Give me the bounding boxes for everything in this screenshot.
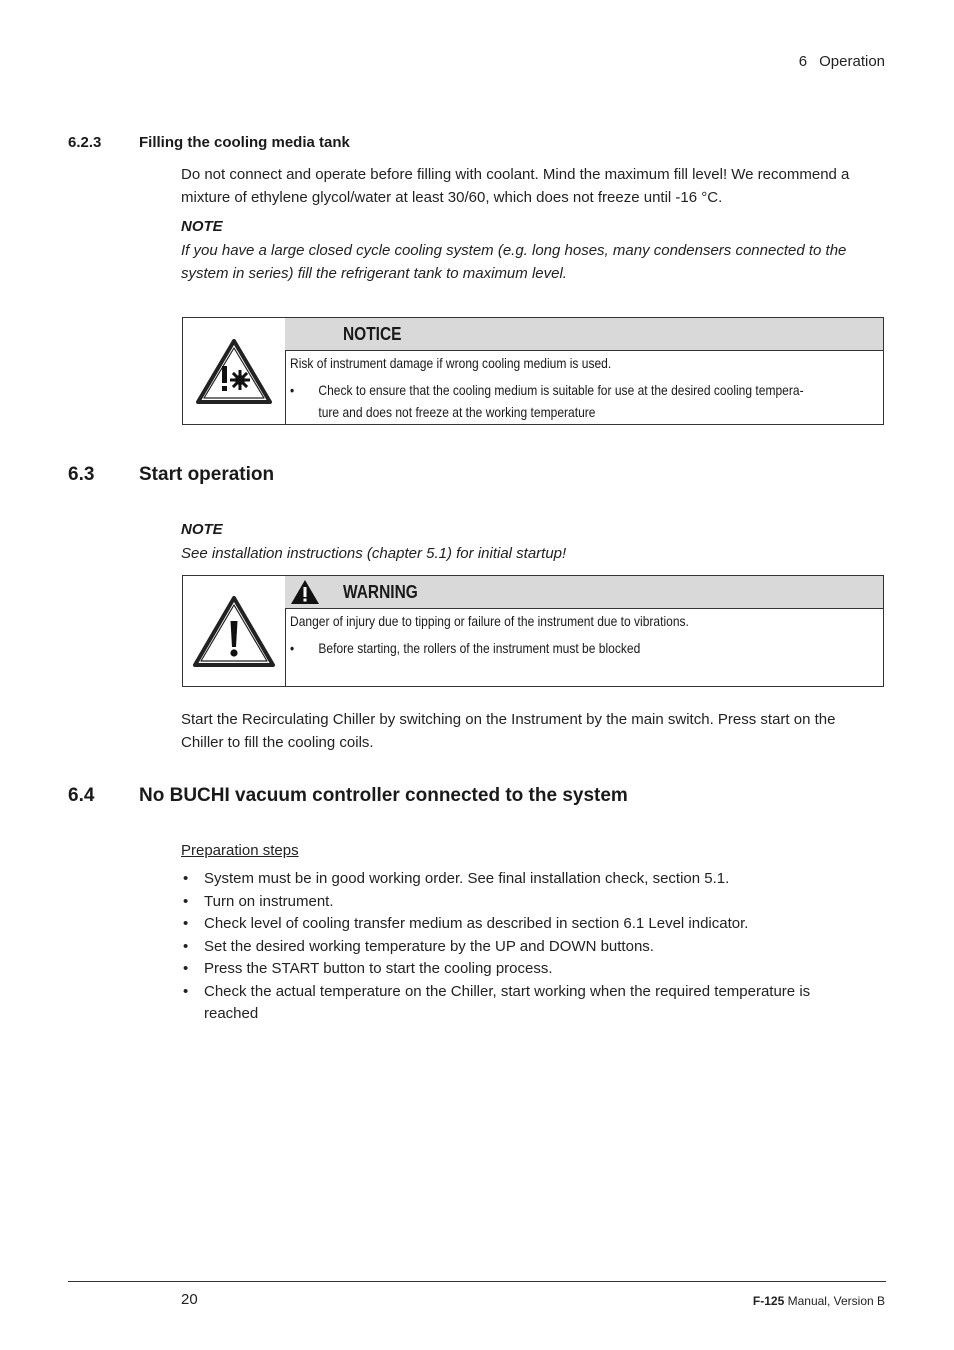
list-item: • Set the desired working temperature by the UP and DOWN buttons. [183, 937, 654, 955]
bullet-dot: • [290, 382, 295, 398]
warning-icon-cell [183, 576, 286, 686]
step-text: Check level of cooling transfer medium as described in section 6.1 Level indicator. [204, 915, 749, 932]
warning-box [182, 575, 884, 687]
list-item: • Check level of cooling transfer medium as described in section 6.1 Level indicator. [183, 915, 749, 932]
chapter-title: Operation [819, 53, 885, 70]
list-item: • Turn on instrument. [183, 892, 334, 910]
section-number: 6.4 [68, 785, 95, 806]
note-label: NOTE [181, 218, 223, 235]
product-name: F-125 [752, 1294, 785, 1308]
notice-description: Risk of instrument damage if wrong cooling medium is used. [290, 355, 612, 371]
subsection-title: Filling the cooling media tank [139, 134, 350, 151]
damage-warning-triangle-icon [195, 336, 273, 406]
notice-bullet-continuation [290, 401, 595, 423]
step-text: Set the desired working temperature by the UP and DOWN buttons. [204, 937, 654, 955]
warning-bullet-text: Before starting, the rollers of the instrument must be blocked [318, 640, 641, 656]
notice-bullet-line-2: ture and does not freeze at the working temperature [318, 404, 596, 420]
filling-body-text: Do not connect and operate before filling with coolant. Mind the maximum fill level! We recommend a mixture of ethylene glycol/water at least 30/60, which does not freeze until -16 °C. [181, 166, 850, 206]
list-item: • System must be in good working order. See final installation check, section 5.1. [183, 870, 730, 887]
notice-bullet-line-1: Check to ensure that the cooling medium is suitable for use at the desired cooling tempera- [318, 382, 804, 398]
notice-icon-cell [183, 318, 286, 424]
footer-document-label [753, 1294, 885, 1308]
notice-box [182, 317, 884, 425]
note-text: If you have a large closed cycle cooling system (e.g. long hoses, many condensers connected to the system in series) fill the refrigerant tank to maximum level. [181, 242, 847, 282]
warning-bullet [290, 637, 640, 659]
list-item: • Check the actual temperature on the Chiller, start working when the required temperature is reached [183, 982, 811, 1022]
step-text: Check the actual temperature on the Chiller, start working when the required temperature is reached [204, 982, 811, 1022]
list-item: • Press the START button to start the cooling process. [183, 960, 553, 977]
preparation-steps-list [181, 868, 861, 1026]
small-warning-icon [290, 579, 320, 605]
section-number: 6.3 [68, 464, 95, 485]
page-number: 20 [181, 1291, 198, 1308]
subsection-number: 6.2.3 [68, 134, 102, 151]
start-body-text: Start the Recirculating Chiller by switching on the Instrument by the main switch. Press start on the Chiller to fill the cooling coils. [181, 711, 836, 751]
warning-description: Danger of injury due to tipping or failure of the instrument due to vibrations. [290, 613, 689, 629]
note-text: See installation instructions (chapter 5.1) for initial startup! [181, 545, 567, 562]
running-header [799, 53, 885, 70]
step-text: System must be in good working order. See final installation check, section 5.1. [204, 870, 730, 887]
notice-bullet [290, 379, 804, 401]
notice-label: NOTICE [343, 324, 402, 344]
notice-header [285, 318, 883, 351]
section-title: Start operation [139, 464, 275, 485]
warning-label: WARNING [343, 582, 418, 602]
step-text: Turn on instrument. [204, 892, 334, 910]
section-title: No BUCHI vacuum controller connected to the system [139, 785, 628, 806]
chapter-number: 6 [798, 53, 808, 70]
exclamation-warning-triangle-icon [192, 593, 276, 669]
bullet-dot: • [290, 640, 295, 656]
preparation-steps-title: Preparation steps [181, 842, 299, 859]
footer-divider [68, 1281, 886, 1282]
doc-version: Manual, Version B [787, 1294, 885, 1308]
warning-header [285, 576, 883, 609]
note-label: NOTE [181, 521, 223, 538]
step-text: Press the START button to start the cooling process. [204, 960, 553, 977]
